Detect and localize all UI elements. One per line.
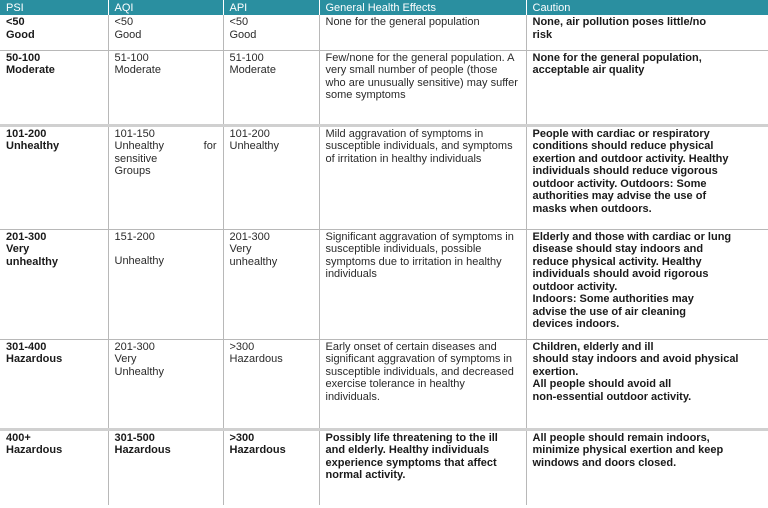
header-psi: PSI xyxy=(0,0,108,15)
api-cell: 101-200 Unhealthy xyxy=(223,125,319,229)
health-effects-cell: Few/none for the general population. A very small number of people (those who are unusually sensitive) may suffer some symptoms xyxy=(319,50,526,125)
header-row xyxy=(0,0,768,15)
api-cell: <50 Good xyxy=(223,15,319,50)
aqi-cell: 101-150 Unhealthy for sensitive Groups xyxy=(108,125,223,229)
health-effects-cell: Possibly life threatening to the ill and elderly. Healthy individuals experience symptoms that affect normal activity. xyxy=(319,429,526,505)
aqi-cell: 51-100 Moderate xyxy=(108,50,223,125)
aqi-cell: 151-200 Unhealthy xyxy=(108,229,223,339)
api-cell: >300 Hazardous xyxy=(223,429,319,505)
api-cell: 201-300 Very unhealthy xyxy=(223,229,319,339)
caution-cell: People with cardiac or respiratory conditions should reduce physical exertion and outdoor activity. Healthy individuals should reduce vigorous outdoor activity. Outdoors: Some authorities may advise the use of masks when outdoors. xyxy=(526,125,768,229)
api-cell: >300 Hazardous xyxy=(223,339,319,429)
caution-cell: Elderly and those with cardiac or lung disease should stay indoors and reduce physical activity. Healthy individuals should avoid rigorous outdoor activity. Indoors: Some authorities may advise the use of air cleaning devices indoors. xyxy=(526,229,768,339)
header-health-effects: General Health Effects xyxy=(319,0,526,15)
psi-cell: <50 Good xyxy=(0,15,108,50)
header-caution: Caution xyxy=(526,0,768,15)
psi-cell: 101-200 Unhealthy xyxy=(0,125,108,229)
aqi-cell: <50 Good xyxy=(108,15,223,50)
health-effects-cell: None for the general population xyxy=(319,15,526,50)
caution-cell: Children, elderly and ill should stay indoors and avoid physical exertion. All people should avoid all non-essential outdoor activity. xyxy=(526,339,768,429)
aqi-cell: 201-300 Very Unhealthy xyxy=(108,339,223,429)
table-row xyxy=(0,339,768,429)
table-row xyxy=(0,15,768,50)
api-cell: 51-100 Moderate xyxy=(223,50,319,125)
header-aqi: AQI xyxy=(108,0,223,15)
psi-cell: 400+ Hazardous xyxy=(0,429,108,505)
health-effects-cell: Significant aggravation of symptoms in susceptible individuals, possible symptoms due to irritation in healthy individuals xyxy=(319,229,526,339)
psi-cell: 201-300 Very unhealthy xyxy=(0,229,108,339)
table-row xyxy=(0,125,768,229)
health-effects-cell: Early onset of certain diseases and significant aggravation of symptoms in susceptible individuals, and decreased exercise tolerance in healthy individuals. xyxy=(319,339,526,429)
psi-cell: 50-100 Moderate xyxy=(0,50,108,125)
header-api: API xyxy=(223,0,319,15)
health-effects-cell: Mild aggravation of symptoms in susceptible individuals, and symptoms of irritation in healthy individuals xyxy=(319,125,526,229)
caution-cell: None for the general population, acceptable air quality xyxy=(526,50,768,125)
caution-cell: None, air pollution poses little/no risk xyxy=(526,15,768,50)
psi-cell: 301-400 Hazardous xyxy=(0,339,108,429)
aqi-cell: 301-500 Hazardous xyxy=(108,429,223,505)
table-row xyxy=(0,429,768,505)
table-row xyxy=(0,229,768,339)
table-row xyxy=(0,50,768,125)
caution-cell: All people should remain indoors, minimize physical exertion and keep windows and doors closed. xyxy=(532,431,724,469)
